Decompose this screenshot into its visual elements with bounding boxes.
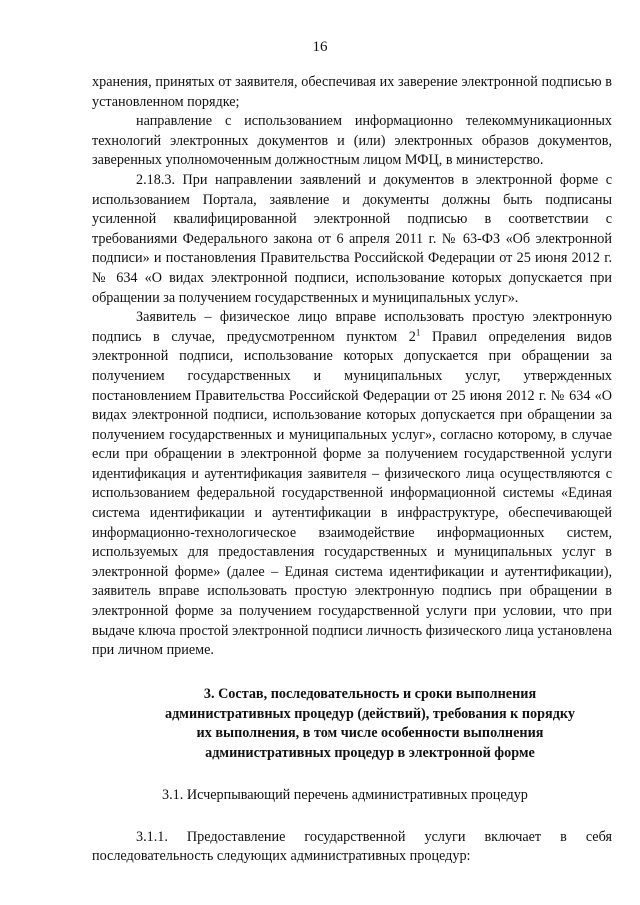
section-heading-line-1: 3. Состав, последовательность и сроки выполнения: [203, 685, 537, 702]
paragraph-applicant-text-start: Заявитель – физическое лицо вправе использовать простую электронную подпись в случае, предусмотренном пунктом 2: [92, 309, 612, 345]
footnote-superscript: 1: [415, 326, 421, 337]
subsection-3-1: 3.1. Исчерпывающий перечень административных процедур: [162, 787, 528, 803]
section-heading-line-3: их выполнения, в том числе особенности выполнения: [196, 725, 544, 742]
paragraph-direction: направление с использованием информационно телекоммуникационных технологий электронных документов и (или) электронных образов документов, заверенных уполномоченным должностным лицом МФЦ, в министерство.: [92, 113, 612, 169]
section-3-heading: [92, 685, 612, 764]
document-body: [92, 73, 612, 867]
paragraph-storage: хранения, принятых от заявителя, обеспечивая их заверение электронной подписью в установленном порядке;: [92, 74, 612, 110]
paragraph-applicant-text-end: Правил определения видов электронной подписи, использование которых допускается при обращении за получением государственных и муниципальных услуг, утвержденных постановлением Правительства Российской Федерации от 25 июня 2012 г. № 634 «О видах электронной подписи, использование которых допускается при обращении за получением государственных и муниципальных услуг», согласно которому, в случае если при обращении в электронной форме за получением государственной услуги идентификация и аутентификация заявителя – физического лица осуществляются с использованием федеральной государственной информационной системы «Единая система идентификации и аутентификации в инфраструктуре, обеспечивающей информационно-технологическое взаимодействие информационных систем, используемых для предоставления государственных и муниципальных услуг в электронной форме» (далее – Единая система идентификации и аутентификации), заявитель вправе использовать простую электронную подпись при обращении в электронной форме за получением государственной услуги при условии, что при выдаче ключа простой электронной подписи личность физического лица установлена при личном приеме.: [92, 328, 613, 659]
section-heading-line-2: административных процедур (действий), требования к порядку: [165, 705, 575, 722]
paragraph-2-18-3: 2.18.3. При направлении заявлений и документов в электронной форме с использованием Портала, заявление и документы должны быть подписаны усиленной квалифицированной электронной подписью в соответствии с требованиями Федерального закона от 6 апреля 2011 г. № 63-ФЗ «Об электронной подписи» и постановления Правительства Российской Федерации от 25 июня 2012 г. № 634 «О видах электронной подписи, использование которых допускается при обращении за получением государственных и муниципальных услуг».: [92, 171, 612, 306]
paragraph-applicant-simple-signature: [92, 308, 612, 661]
section-heading-line-4: административных процедур в электронной форме: [205, 745, 535, 762]
paragraph-3-1-1: 3.1.1. Предоставление государственной услуги включает в себя последовательность следующих административных процедур:: [92, 828, 612, 865]
page-number: 16: [312, 39, 328, 55]
